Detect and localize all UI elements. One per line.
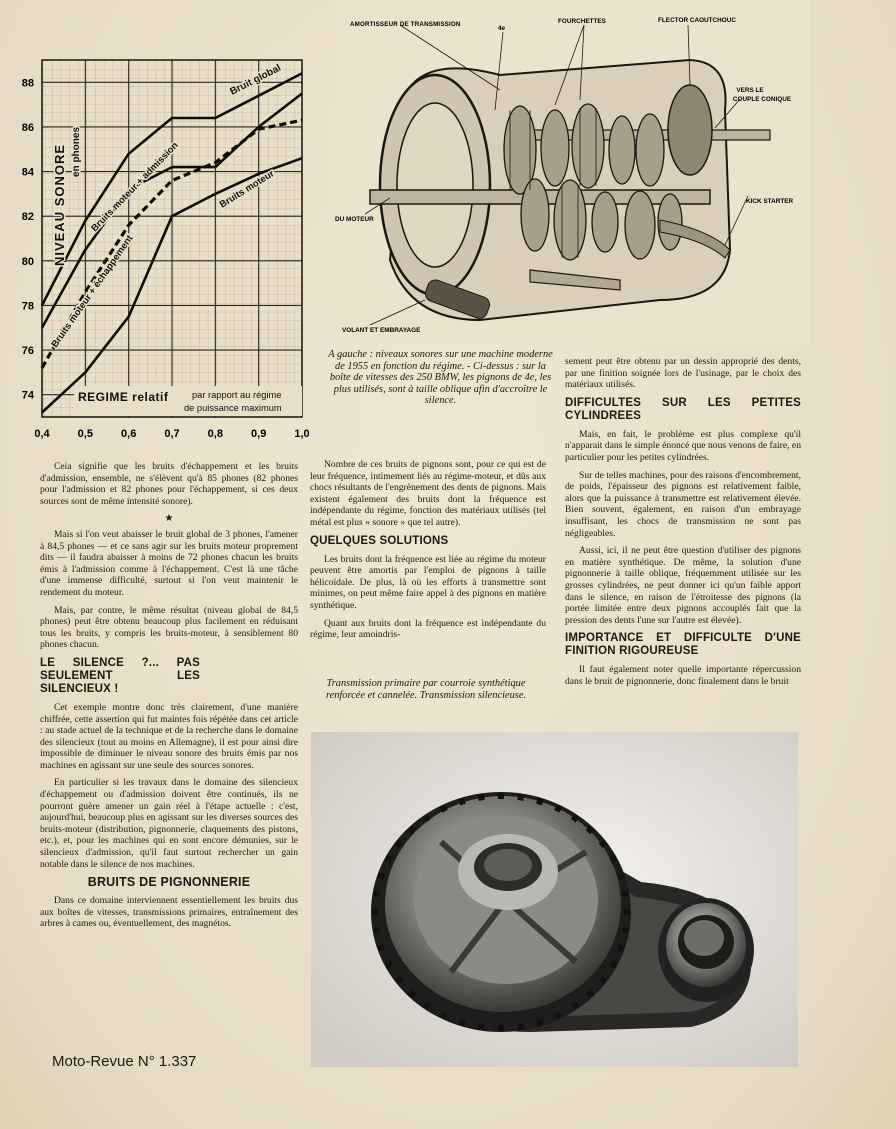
column-3: [565, 356, 801, 724]
y-tick-label: 84: [21, 166, 34, 179]
y-tick-label: 82: [21, 211, 34, 224]
y-tick-label: 88: [21, 77, 34, 90]
series-label-moteur-admission: Bruits moteur + admission: [89, 140, 181, 235]
x-tick-label: 0,6: [121, 428, 137, 440]
heading-le-silence: LE SILENCE ?... PAS SEULEMENT LES SILENCIEUX !: [40, 656, 200, 695]
label-volant: VOLANT ET EMBRAYAGE: [342, 327, 421, 334]
y-tick-label: 74: [21, 389, 34, 402]
caption-chain: Transmission primaire par courroie synthétique renforcée et cannelée. Transmission silencieuse.: [325, 678, 527, 701]
chart-ylabel: NIVEAU SONORE: [52, 143, 67, 267]
x-tick-label: 1,0: [294, 428, 310, 440]
pulley-tooth: [498, 1025, 504, 1031]
label-fourchettes: FOURCHETTES: [558, 18, 606, 25]
star-separator: ★: [164, 513, 174, 525]
col1-paragraph: Dans ce domaine interviennent essentiellement les bruits dus aux boîtes de vitesses, transmissions primaires, entraînement des arbres à cames ou, éventuellement, des magnétos.: [40, 895, 298, 930]
chart-xlabel-note-1: par rapport au régime: [192, 390, 282, 400]
chart-xlabel-note-2: de puissance maximum: [184, 403, 282, 413]
series-label-moteur-echappement: Bruits moteur + échappement: [49, 233, 136, 350]
pulley-tooth: [478, 794, 485, 801]
heading-quelques-solutions: QUELQUES SOLUTIONS: [310, 534, 449, 547]
label-couple-conique: COUPLE CONIQUE: [732, 96, 792, 103]
y-tick-label: 78: [21, 300, 34, 313]
label-du-moteur: DU MOTEUR: [335, 216, 374, 223]
x-tick-label: 0,4: [34, 428, 50, 440]
col1-paragraph: Mais, par contre, le même résultat (niveau global de 84,5 phones) peut être obtenu beaucoup plus facilement en réduisant tous les bruits, y compris les bruits-moteur, à sensiblement 80 phones chacun.: [40, 604, 298, 651]
series-label-bruit-global: Bruit global: [228, 62, 283, 98]
y-tick-label: 80: [21, 255, 34, 268]
x-tick-label: 0,9: [251, 428, 267, 440]
heading-importance: IMPORTANCE ET DIFFICULTE D'UNE FINITION RIGOUREUSE: [565, 632, 801, 658]
pulley-tooth: [517, 794, 524, 801]
pulley-tooth: [478, 1023, 485, 1030]
pulley-tooth: [622, 927, 629, 934]
label-quatrieme: 4e: [498, 25, 506, 32]
col3-paragraph: Sur de telles machines, pour des raisons d'encombrement, de poids, l'épaisseur des pignons est relativement faible, alors que la puissance à transmettre est relativement élevée. Bien souvent, également, en raison d'un embrayage insuffisant, les chocs de transmission ne sont pas négligeables.: [565, 469, 801, 539]
pulley-tooth: [373, 927, 380, 934]
col2-paragraph: Nombre de ces bruits de pignons sont, pour ce qui est de leur fréquence, intimement liés au régime-moteur, et dûs aux chocs résultants de l'engrènement des dents de pignons. Mais existent également des bruits dont la fréquence est indépendante du régime, fonction des matériaux utilisés (tel métal est plus « sonore » que tel autre).: [310, 459, 546, 528]
chart-ylabel-unit: en phones: [71, 126, 82, 178]
label-kick-starter: KICK STARTER: [746, 198, 794, 205]
caption-gearbox: A gauche : niveaux sonores sur une machine moderne de 1955 en fonction du régime. - Ci-dessus : sur la boîte de vitesses des 250 BMW, les pignons de 4e, les plus utilisés, sont à taille oblique afin d'accroître le silence.: [328, 349, 553, 407]
heading-bruits-de-pignonnerie: BRUITS DE PIGNONNERIE: [87, 875, 251, 890]
label-flector: FLECTOR CAOUTCHOUC: [658, 17, 736, 24]
pulley-tooth: [624, 909, 630, 915]
heading-difficultes: DIFFICULTES SUR LES PETITES CYLINDREES: [565, 396, 801, 422]
col1-paragraph: En particulier si les travaux dans le domaine des silencieux d'échappement ou d'admission doivent être continués, ils ne pourront guère amener un gain réel à l'étape actuelle : c'est, aujourd'hui, beaucoup plus en agissant sur les diverses sources des bruits-moteur (distribution, pignonnerie, claquements des pistons, etc.), et, pour les machines qui en sont encore démunies, sur le silencieux d'admission, qu'il faut surtout rechercher un gain notable dans le silence de nos machines.: [40, 777, 298, 870]
x-tick-label: 0,8: [207, 428, 223, 440]
label-amortisseur: AMORTISSEUR DE TRANSMISSION: [350, 21, 461, 28]
col3-paragraph: Aussi, ici, il ne peut être question d'utiliser des pignons en matière synthétique. De même, la solution d'une pignonnerie à taille oblique, fréquemment utilisée sur les grosses cylindrées, ne peut donner ici qu'un faible apport dans le silence, en raison de l'étroitesse des pignons (la portée limitée entre deux pignons accouplés fait que la pression des dents l'une sur l'autre est élevée).: [565, 545, 801, 626]
col2-paragraph: Quant aux bruits dont la fréquence est indépendante du régime, leur amoindris-: [310, 617, 546, 641]
column-2: [310, 459, 546, 671]
x-tick-label: 0,5: [77, 428, 93, 440]
col3-paragraph: Mais, en fait, le problème est plus complexe qu'il n'apparait dans le simple énoncé que nous venons de faire, en particulier pour les petites cylindrées.: [565, 428, 801, 463]
col3-paragraph: sement peut être obtenu par un dessin approprié des dents, par une finition soignée lors de l'usinage, par le choix des matériaux utilisés.: [565, 356, 801, 391]
pulley-tooth: [517, 1023, 524, 1030]
col3-paragraph: Il faut également noter quelle importante répercussion dans le bruit de pignonnerie, donc finalement dans le bruit: [565, 664, 801, 687]
chart-xlabel: REGIME relatif: [78, 390, 169, 404]
column-1: [40, 461, 298, 1051]
col1-paragraph: Cet exemple montre donc très clairement, d'une manière chiffrée, cette assertion qui fut maintes fois répétée dans cet article : au stade actuel de la technique et de la recherche dans le domaine des silencieux (tout au moins en Allemagne), il est pour ainsi dire impossible de diminuer le niveau sonore des bruits émis par nos machines en agissant sur une seule des sources sonores.: [40, 701, 298, 771]
pulley-tooth: [498, 793, 504, 799]
pulley-tooth: [373, 890, 380, 897]
label-vers-le: VERS LE: [736, 87, 764, 94]
pulley-tooth: [372, 909, 378, 915]
y-tick-label: 86: [21, 121, 34, 134]
y-tick-label: 76: [21, 345, 34, 358]
belt-transmission-photo: [311, 732, 798, 1067]
noise-level-chart: [0, 0, 330, 450]
footer-issue: Moto-Revue N° 1.337: [52, 1053, 197, 1070]
col1-paragraph: Ceia signifie que les bruits d'échappement et les bruits d'admission, ensemble, ne s'élèvent qu'à 85 phones (82 phones pour l'admission et 82 phones pour l'échappement, si ces deux sources sont de même intensité sonore).: [40, 461, 298, 507]
col2-paragraph: Les bruits dont la fréquence est liée au régime du moteur peuvent être amortis par l'emploi de pignons à taille hélicoïdale. De plus, là où les efforts à transmettre sont minimes, on peut même faire appel à des pignons en matière synthétique.: [310, 553, 546, 611]
series-label-bruits-moteur: Bruits moteur: [217, 168, 277, 211]
x-tick-label: 0,7: [164, 428, 180, 440]
gearbox-diagram: [330, 0, 810, 345]
pulley-tooth: [622, 890, 629, 897]
col1-paragraph: Mais si l'on veut abaisser le bruit global de 3 phones, l'amener à 84,5 phones — et ce sans agir sur les bruits moteur proprement dits — il faudra abaisser à moins de 72 phones chacun les bruits émis à l'admission comme à l'échappement. C'est là une tâche d'une immense difficulté, surtout si l'on veut maintenir le rendement du moteur.: [40, 528, 298, 598]
